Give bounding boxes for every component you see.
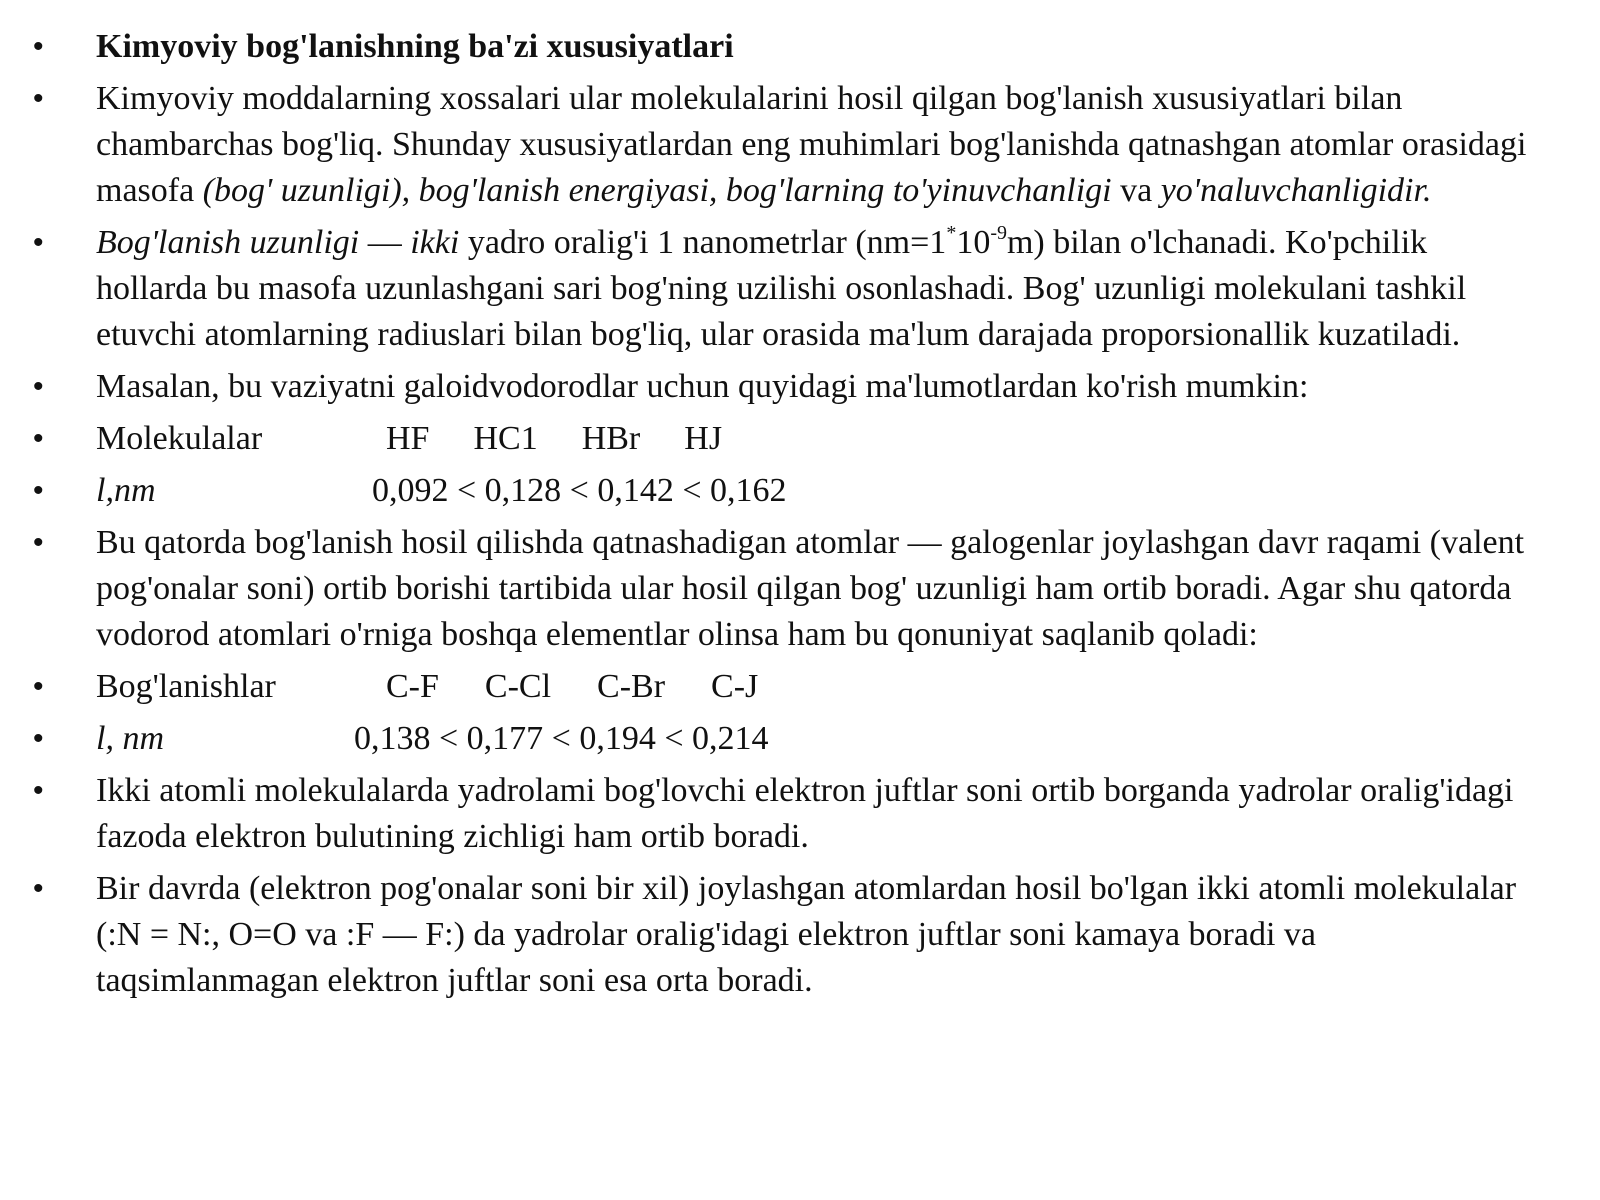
bond-length-text-c: 10 [956,224,991,261]
bullet-icon: • [33,474,44,507]
bullet-icon: • [33,226,44,259]
bullet-example [0,364,1600,410]
intro-text-b: va [1111,172,1161,209]
bullet-list [0,24,1600,1010]
bullet-lnm-row-2 [0,716,1600,762]
lnm-values-2: 0,138 < 0,177 < 0,194 < 0,214 [354,720,769,757]
bullet-icon: • [33,774,44,807]
bond-cell-cf: C-F [386,668,439,705]
section-heading: Kimyoviy bog'lanishning ba'zi xususiyatlari [96,28,734,65]
bond-length-dash: — [359,224,411,261]
molecules-label: Molekulalar [96,420,263,457]
lnm-row-1 [96,468,1540,514]
bond-cell-cbr: C-Br [597,668,666,705]
intro-italic-b: yo'naluvchanligidir. [1160,172,1432,209]
bullet-icon: • [33,872,44,905]
bullet-lnm-row-1 [0,468,1600,514]
molecule-cell-hbr: HBr [581,420,641,457]
bullet-bond-length [0,220,1600,358]
lnm-row-2 [96,716,1540,762]
lnm-values-1: 0,092 < 0,128 < 0,142 < 0,162 [372,472,787,509]
bonds-label: Bog'lanishlar [96,668,276,705]
bullet-icon: • [33,722,44,755]
bullet-icon: • [33,526,44,559]
bullet-icon: • [33,670,44,703]
bullet-molecules-row [0,416,1600,462]
bullet-icon: • [33,30,44,63]
bullet-period [0,866,1600,1004]
molecules-row [96,416,1540,462]
molecule-cell-hc1: HC1 [473,420,538,457]
bullet-intro [0,76,1600,214]
bond-length-ikki: ikki [410,224,460,261]
diatomic-text: Ikki atomli molekulalarda yadrolami bog'lovchi elektron juftlar soni ortib borganda yadrolar oralig'idagi fazoda elektron bulutining zichligi ham ortib boradi. [96,772,1514,855]
bond-length-sup-b: -9 [990,222,1007,244]
bond-cell-cj: C-J [711,668,759,705]
intro-text-a: Kimyoviy moddalarning xossalari ular molekulalarini hosil qilgan bog'lanish xususiyatlari bilan chambarchas bog'liq. Shunday xususiyatlardan eng muhimlari bog'lanishda qatnashgan atomlar orasidagi masofa [96,80,1527,209]
molecule-cell-hf: HF [386,420,430,457]
bullet-icon: • [33,82,44,115]
intro-italic-a: (bog' uzunligi), bog'lanish energiyasi, bog'larning to'yinuvchanligi [202,172,1112,209]
bullet-icon: • [33,422,44,455]
series-text: Bu qatorda bog'lanish hosil qilishda qatnashadigan atomlar — galogenlar joylashgan davr raqami (valent pog'onalar soni) ortib borishi tartibida ular hosil qilgan bog' uzunligi ham ortib boradi. Agar shu qatorda vodorod atomlari o'rniga boshqa elementlar olinsa ham bu qonuniyat saqlanib qoladi: [96,524,1525,653]
bullet-bonds-row [0,664,1600,710]
bond-cell-ccl: C-Cl [484,668,552,705]
bond-length-text-b: yadro oralig'i 1 nanometrlar (nm=1 [459,224,947,261]
example-text: Masalan, bu vaziyatni galoidvodorodlar uchun quyidagi ma'lumotlardan ko'rish mumkin: [96,368,1309,405]
period-text: Bir davrda (elektron pog'onalar soni bir xil) joylashgan atomlardan hosil bo'lgan ikki atomli molekulalar (:N = N:, O=O va :F — F:) da yadrolar oralig'idagi elektron juftlar soni kamaya boradi va taqsimlanmagan elektron juftlar soni esa orta boradi. [96,870,1517,999]
bullet-heading [0,24,1600,70]
lnm-label-2: l, nm [96,720,164,757]
lnm-label-1: l,nm [96,472,156,509]
bond-length-sup-a: * [946,222,957,244]
bullet-diatomic [0,768,1600,860]
molecule-cell-hj: HJ [684,420,723,457]
bond-length-term: Bog'lanish uzunligi [96,224,360,261]
bond-length-text-d: m) bilan o'lchanadi. Ko'pchilik hollarda bu masofa uzunlashgani sari bog'ning uzilishi osonlashadi. Bog' uzunligi molekulani tashkil etuvchi atomlarning radiuslari bilan bog'liq, ular orasida ma'lum darajada proporsionallik kuzatiladi. [96,224,1467,353]
bonds-row [96,664,1540,710]
bullet-series-text [0,520,1600,658]
bullet-icon: • [33,370,44,403]
